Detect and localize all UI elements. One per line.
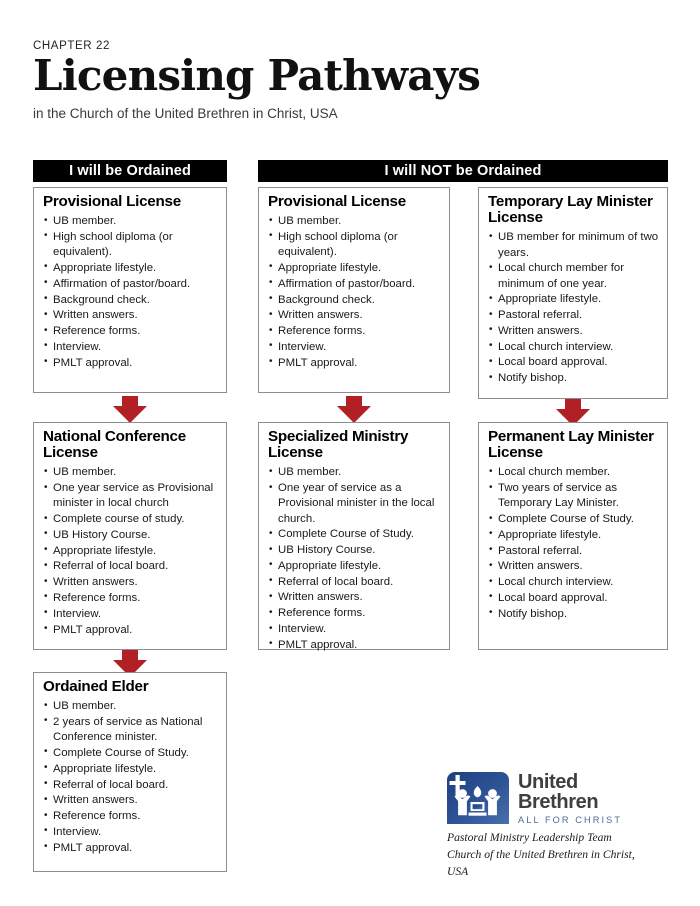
requirement-item: • Appropriate lifestyle. <box>488 292 660 307</box>
logo-tagline: ALL FOR CHRIST <box>518 814 623 825</box>
requirement-item: • Interview. <box>43 607 219 622</box>
requirement-item: • Pastoral referral. <box>488 308 660 323</box>
requirement-item: • Notify bishop. <box>488 371 660 386</box>
arrow-down-icon <box>337 396 371 423</box>
arrow-down-icon <box>113 396 147 423</box>
requirement-item: • Reference forms. <box>43 324 219 339</box>
logo-row <box>447 772 657 825</box>
logo-word-brethren: Brethren <box>518 790 599 813</box>
page-title: Licensing Pathways <box>33 51 481 100</box>
requirement-item: • Appropriate lifestyle. <box>268 559 442 574</box>
requirement-item: • Local church interview. <box>488 340 660 355</box>
requirement-item: • PMLT approval. <box>43 356 219 371</box>
united-brethren-logo-icon <box>447 772 509 824</box>
box-permanent-lay-minister-license <box>478 422 668 650</box>
requirement-item: • Two years of service as Temporary Lay Minister. <box>488 481 660 512</box>
requirement-item: • PMLT approval. <box>268 356 442 371</box>
requirement-list <box>488 465 660 622</box>
requirement-list <box>43 699 219 856</box>
requirement-item: • Complete course of study. <box>43 512 219 527</box>
requirement-item: • UB History Course. <box>268 543 442 558</box>
box-provisional-license-not-ordained <box>258 187 450 393</box>
requirement-item: • UB member. <box>43 214 219 229</box>
requirement-item: • Reference forms. <box>43 809 219 824</box>
chapter-label: CHAPTER 22 <box>33 40 110 52</box>
requirement-item: • Written answers. <box>43 575 219 590</box>
requirement-list <box>268 465 442 653</box>
organization-logo-block <box>447 772 657 880</box>
requirement-item: • Reference forms. <box>268 606 442 621</box>
requirement-item: • Local church member for minimum of one year. <box>488 261 660 292</box>
banner-will-be-ordained: I will be Ordained <box>33 160 227 182</box>
requirement-item: • Written answers. <box>268 308 442 323</box>
requirement-item: • UB member. <box>43 699 219 714</box>
requirement-item: • UB member for minimum of two years. <box>488 230 660 261</box>
requirement-item: • Complete Course of Study. <box>268 527 442 542</box>
box-specialized-ministry-license <box>258 422 450 650</box>
box-title: Ordained Elder <box>43 678 149 695</box>
requirement-list <box>43 214 219 371</box>
arrow-head <box>113 406 147 423</box>
requirement-item: • Local church member. <box>488 465 660 480</box>
requirement-item: • UB member. <box>268 465 442 480</box>
footer-church-name: Church of the United Brethren in Christ, USA <box>447 848 635 878</box>
requirement-item: • Affirmation of pastor/board. <box>268 277 442 292</box>
requirement-item: • Appropriate lifestyle. <box>268 261 442 276</box>
requirement-item: • Interview. <box>43 340 219 355</box>
requirement-item: • Background check. <box>43 293 219 308</box>
requirement-item: • Appropriate lifestyle. <box>43 544 219 559</box>
logo-wordmark <box>518 772 622 825</box>
requirement-item: • UB member. <box>268 214 442 229</box>
requirement-item: • Appropriate lifestyle. <box>488 528 660 543</box>
banner-will-not-be-ordained: I will NOT be Ordained <box>258 160 668 182</box>
requirement-item: • Referral of local board. <box>43 778 219 793</box>
requirement-list <box>43 465 219 638</box>
requirement-item: • One year service as Provisional minister in local church <box>43 481 219 512</box>
requirement-item: • Local board approval. <box>488 355 660 370</box>
logo-word-united: United <box>518 771 578 793</box>
box-title: Specialized Ministry License <box>268 428 409 462</box>
footer-team-name: Pastoral Ministry Leadership Team <box>447 830 612 844</box>
box-title: Permanent Lay Minister License <box>488 428 654 462</box>
box-title: Temporary Lay Minister License <box>488 193 653 227</box>
requirement-item: • Referral of local board. <box>268 575 442 590</box>
requirement-item: • Written answers. <box>488 559 660 574</box>
document-header <box>33 40 653 121</box>
box-title: Provisional License <box>43 193 181 210</box>
requirement-item: • PMLT approval. <box>43 623 219 638</box>
box-provisional-license-ordained <box>33 187 227 393</box>
requirement-item: • UB History Course. <box>43 528 219 543</box>
box-title: Provisional License <box>268 193 406 210</box>
requirement-list <box>268 214 442 371</box>
requirement-item: • Notify bishop. <box>488 607 660 622</box>
requirement-item: • Written answers. <box>268 590 442 605</box>
requirement-item: • 2 years of service as National Conference minister. <box>43 715 219 746</box>
box-temporary-lay-minister-license <box>478 187 668 399</box>
requirement-item: • Complete Course of Study. <box>43 746 219 761</box>
requirement-item: • Reference forms. <box>43 591 219 606</box>
requirement-item: • Interview. <box>43 825 219 840</box>
box-national-conference-license <box>33 422 227 650</box>
requirement-item: • Pastoral referral. <box>488 544 660 559</box>
requirement-item: • Interview. <box>268 622 442 637</box>
requirement-item: • Background check. <box>268 293 442 308</box>
arrow-head <box>337 406 371 423</box>
requirement-item: • Local board approval. <box>488 591 660 606</box>
requirement-item: • Complete Course of Study. <box>488 512 660 527</box>
requirement-item: • Local church interview. <box>488 575 660 590</box>
requirement-item: • UB member. <box>43 465 219 480</box>
page-subtitle: in the Church of the United Brethren in Christ, USA <box>33 106 338 122</box>
requirement-list <box>488 230 660 386</box>
requirement-item: • PMLT approval. <box>268 638 442 653</box>
requirement-item: • Written answers. <box>43 793 219 808</box>
requirement-item: • High school diploma (or equivalent). <box>268 230 442 261</box>
requirement-item: • Appropriate lifestyle. <box>43 261 219 276</box>
requirement-item: • One year of service as a Provisional minister in the local church. <box>268 481 442 527</box>
requirement-item: • Referral of local board. <box>43 559 219 574</box>
requirement-item: • Reference forms. <box>268 324 442 339</box>
requirement-item: • Written answers. <box>43 308 219 323</box>
requirement-item: • Interview. <box>268 340 442 355</box>
requirement-item: • Affirmation of pastor/board. <box>43 277 219 292</box>
requirement-item: • Written answers. <box>488 324 660 339</box>
requirement-item: • PMLT approval. <box>43 841 219 856</box>
box-ordained-elder <box>33 672 227 872</box>
box-title: National Conference License <box>43 428 186 462</box>
requirement-item: • High school diploma (or equivalent). <box>43 230 219 261</box>
requirement-item: • Appropriate lifestyle. <box>43 762 219 777</box>
